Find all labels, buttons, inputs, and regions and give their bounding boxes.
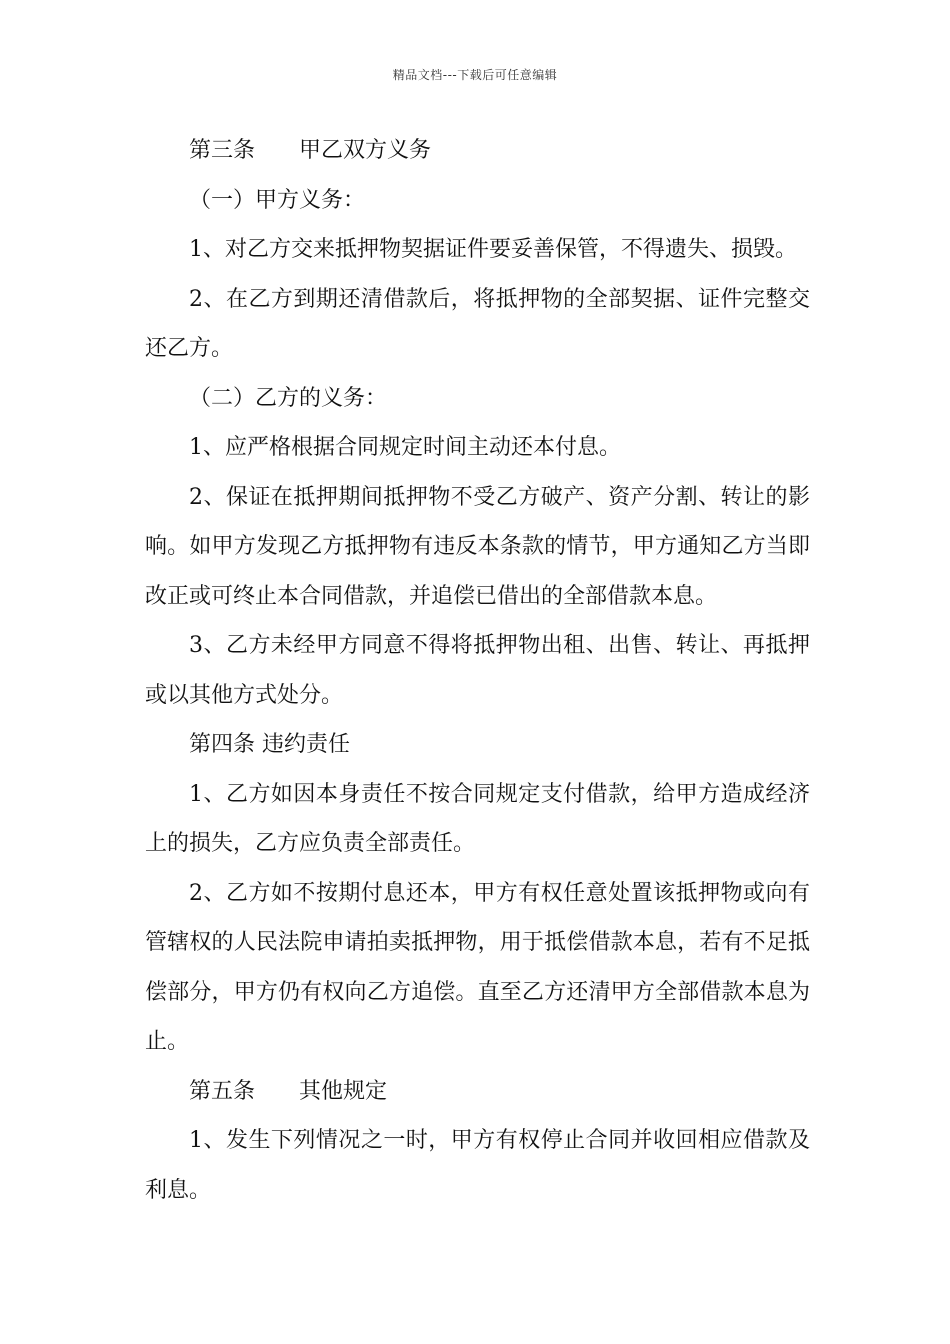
document-body <box>145 126 810 1215</box>
article-5-heading: 第五条 其他规定 <box>189 1078 388 1104</box>
party-a-obligations-heading: （一）甲方义务： <box>189 187 366 213</box>
paragraph: 2、乙方如不按期付息还本，甲方有权任意处置该抵押物或向有管辖权的人民法院申请拍卖抵押物，用于抵偿借款本息，若有不足抵偿部分，甲方仍有权向乙方追偿。直至乙方还清甲方全部借款本息为止。 <box>145 880 810 1054</box>
party-b-obligations-heading: （二）乙方的义务： <box>189 385 388 411</box>
article-4-heading: 第四条 违约责任 <box>189 732 350 757</box>
paragraph: 1、乙方如因本身责任不按合同规定支付借款，给甲方造成经济上的损失，乙方应负责全部责任。 <box>145 781 810 856</box>
page-header: 精品文档---下载后可任意编辑 <box>392 68 558 82</box>
paragraph: 2、保证在抵押期间抵押物不受乙方破产、资产分割、转让的影响。如甲方发现乙方抵押物有违反本条款的情节，甲方通知乙方当即改正或可终止本合同借款，并追偿已借出的全部借款本息。 <box>145 484 810 609</box>
article-3-heading: 第三条 甲乙双方义务 <box>189 138 432 163</box>
paragraph: 1、发生下列情况之一时，甲方有权停止合同并收回相应借款及利息。 <box>145 1128 810 1203</box>
paragraph: 1、对乙方交来抵押物契据证件要妥善保管，不得遗失、损毁。 <box>189 237 797 262</box>
paragraph: 2、在乙方到期还清借款后，将抵押物的全部契据、证件完整交还乙方。 <box>145 286 810 361</box>
paragraph: 3、乙方未经甲方同意不得将抵押物出租、出售、转让、再抵押或以其他方式处分。 <box>145 633 810 708</box>
paragraph: 1、应严格根据合同规定时间主动还本付息。 <box>189 435 621 460</box>
